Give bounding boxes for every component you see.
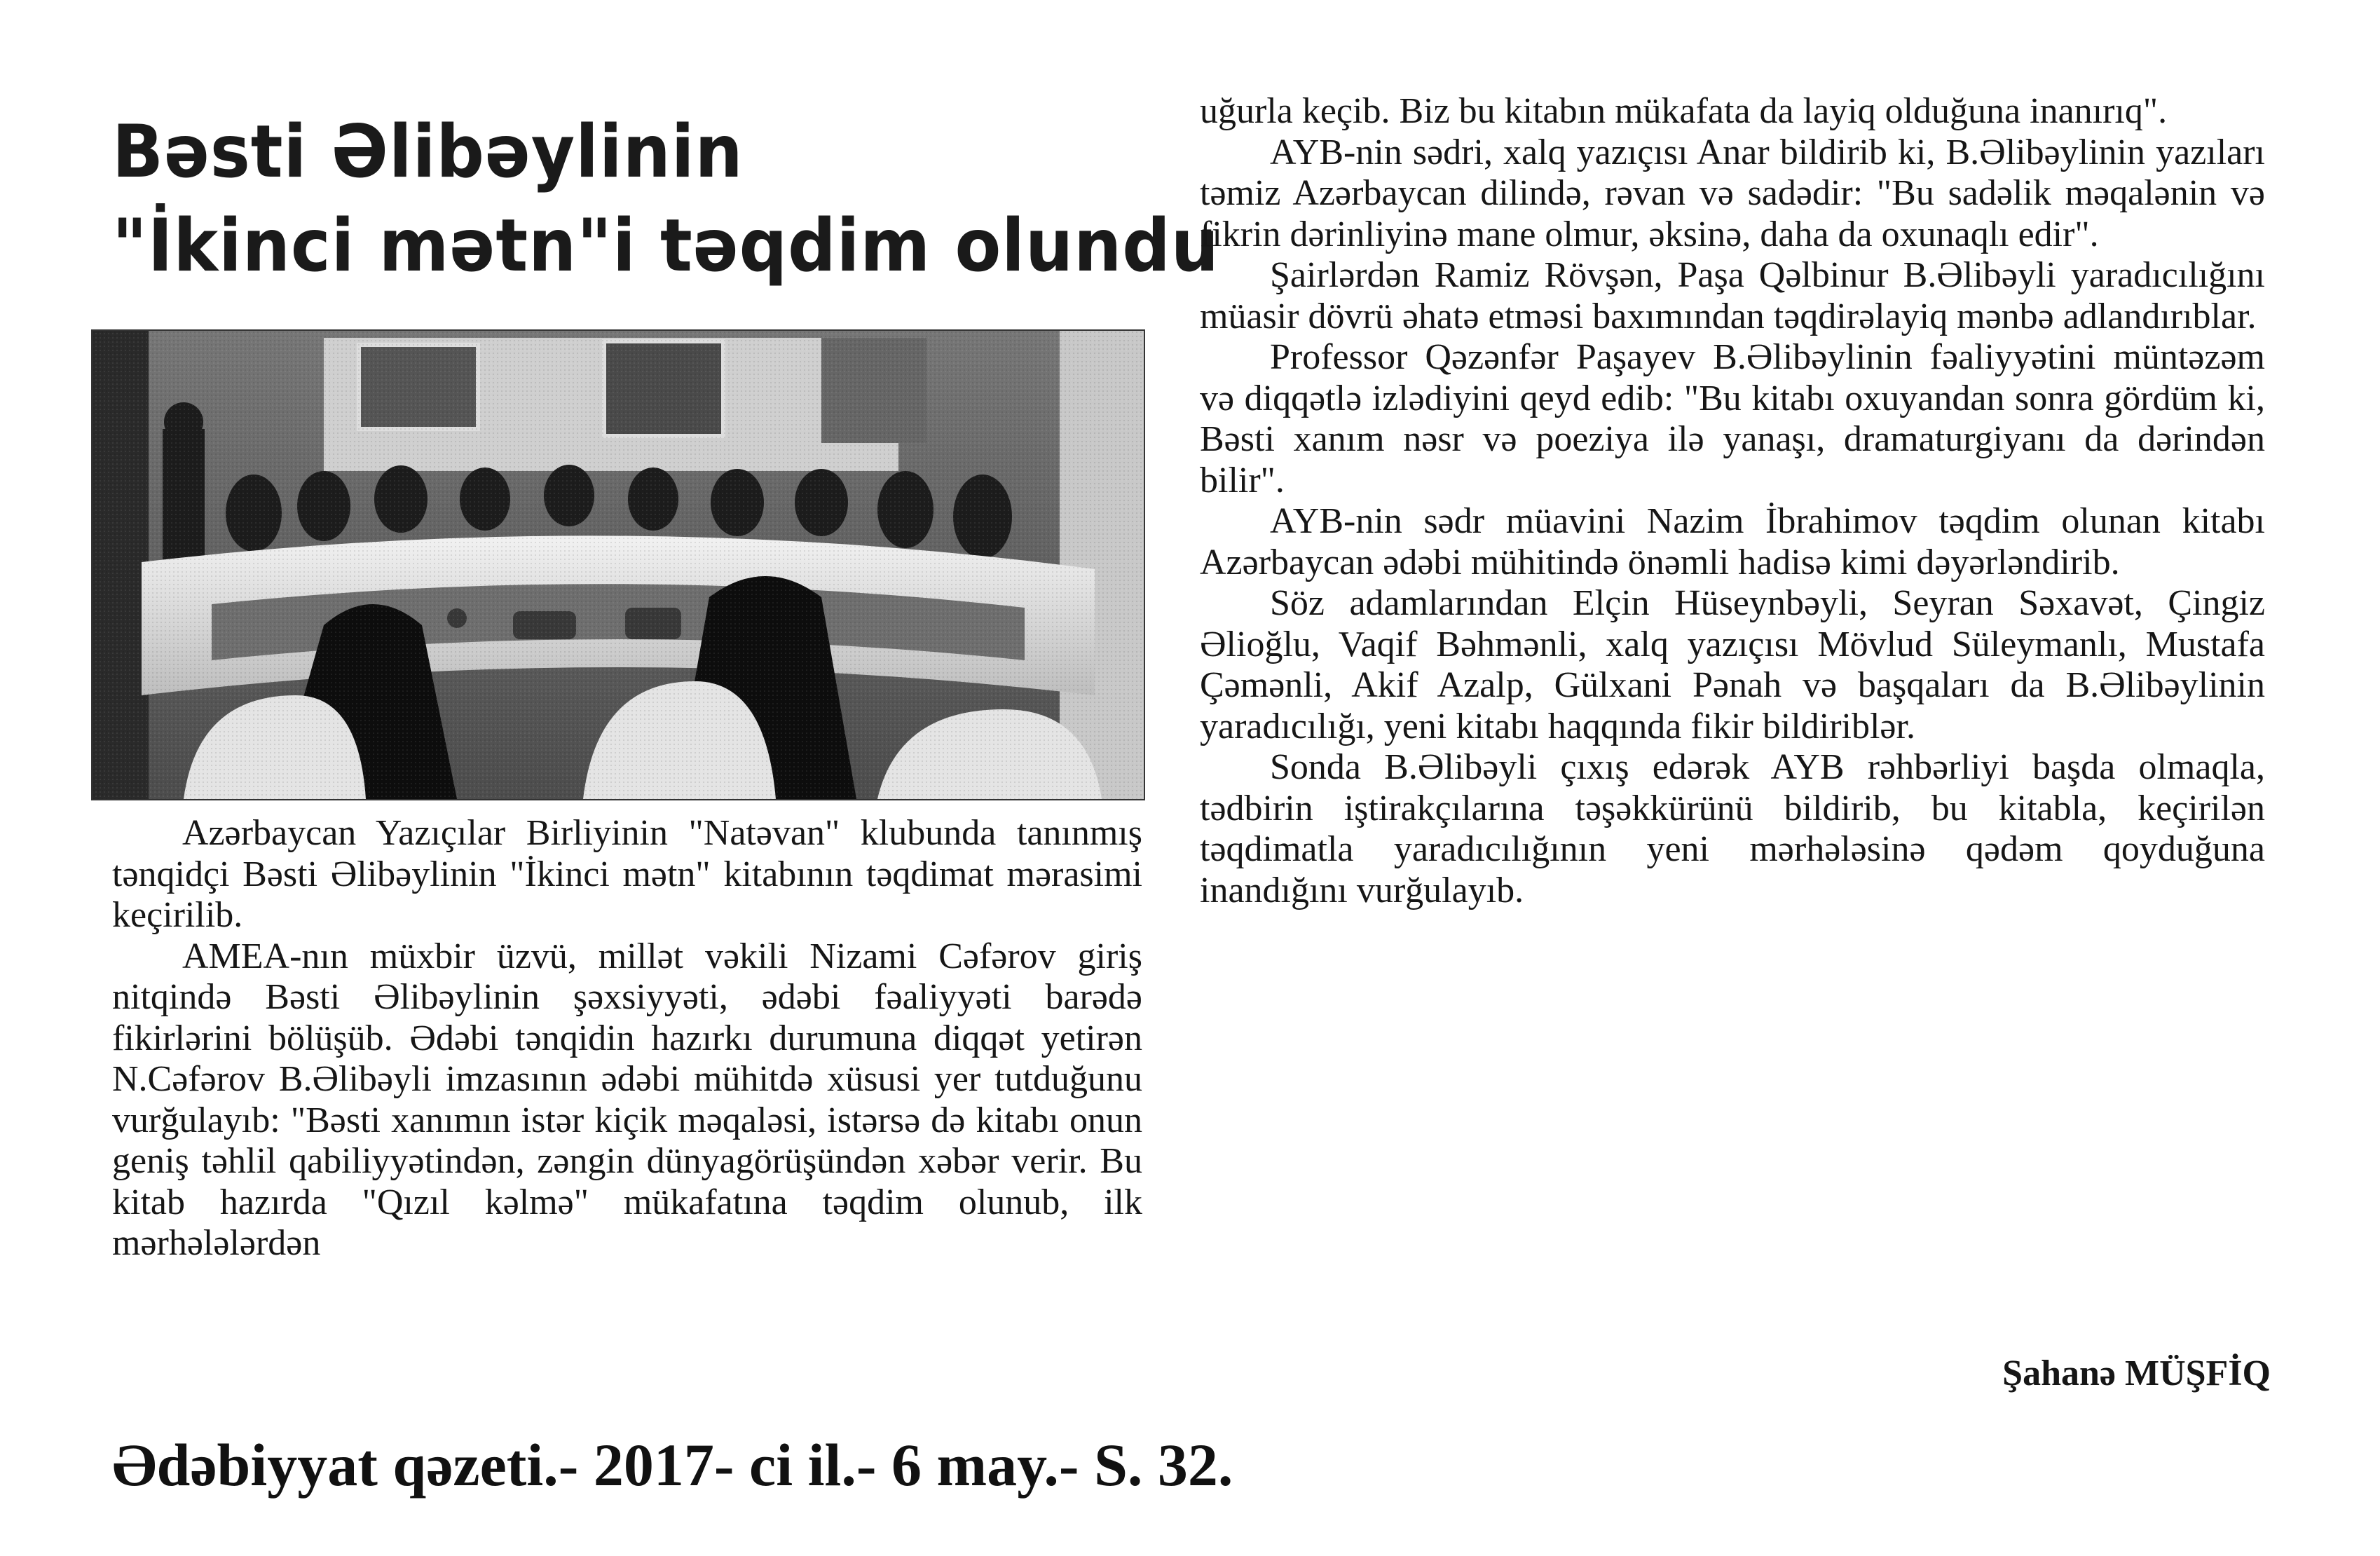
- source-citation: Ədəbiyyat qəzeti.- 2017- ci il.- 6 may.- S. 32.: [112, 1431, 1233, 1499]
- paragraph-continuation: uğurla keçib. Biz bu kitabın mükafata da layiq olduğuna inanırıq".: [1200, 91, 2168, 131]
- paragraph: AMEA-nın müxbir üzvü, millət vəkili Nizami Cəfərov giriş nitqində Bəsti Əlibəylinin şəxsiyyəti, ədəbi fəaliyyəti barədə fikirlərini bölüşüb. Ədəbi tənqidin hazırkı durumuna diqqət yetirən N.Cəfərov B.Əlibəyli imzasının ədəbi mühitdə xüsusi yer tutduğunu vurğulayıb: "Bəsti xanımın istər kiçik məqaləsi, istərsə də kitabı onun geniş təhlil qabiliyyətindən, zəngin dünyagörüşündən xəbər verir. Bu kitab hazırda "Qızıl kəlmə" mükafatına təqdim olunub, ilk mərhələlərdən: [112, 936, 1142, 1263]
- article-column-left: [112, 813, 1142, 1264]
- paragraph: Sonda B.Əlibəyli çıxış edərək AYB rəhbərliyi başda olmaqla, tədbirin iştirakçılarına təşəkkürünü bildirib, bu kitabla, keçirilən təqdimatla yaradıcılığının yeni mərhələsinə qədəm qoyduğuna inandığını vurğulayıb.: [1200, 747, 2265, 910]
- paragraph: Professor Qəzənfər Paşayev B.Əlibəylinin fəaliyyətini müntəzəm və diqqətlə izlədiyini qeyd edib: "Bu kitabı oxuyandan sonra gördüm ki, Bəsti xanım nəsr və poeziya ilə yanaşı, dramaturgiyanı da dərindən bilir".: [1200, 337, 2265, 500]
- article-column-right: [1200, 91, 2265, 911]
- headline-line-2: "İkinci mətn"i təqdim olundu: [112, 204, 1219, 288]
- paragraph: Söz adamlarından Elçin Hüseynbəyli, Seyran Səxavət, Çingiz Əlioğlu, Vaqif Bəhmənli, xalq yazıçısı Mövlud Süleymanlı, Mustafa Çəmənli, Akif Azalp, Gülxani Pənah və başqaları da B.Əlibəylinin yaradıcılığı, yeni kitabı haqqında fikir bildiriblər.: [1200, 583, 2265, 746]
- photo-illustration: [93, 331, 1144, 799]
- article-author: Şahanə MÜŞFİQ: [2002, 1353, 2271, 1393]
- paragraph: Azərbaycan Yazıçılar Birliyinin "Natəvan" klubunda tanınmış tənqidçi Bəsti Əlibəylinin "İkinci mətn" kitabının təqdimat mərasimi keçirilib.: [112, 813, 1142, 935]
- paragraph: AYB-nin sədr müavini Nazim İbrahimov təqdim olunan kitabı Azərbaycan ədəbi mühitində önəmli hadisə kimi dəyərləndirib.: [1200, 501, 2265, 582]
- event-photo: [91, 329, 1145, 800]
- article-headline: [112, 105, 1219, 293]
- headline-line-1: Bəsti Əlibəylinin: [112, 110, 744, 194]
- paragraph: AYB-nin sədri, xalq yazıçısı Anar bildirib ki, B.Əlibəylinin yazıları təmiz Azərbaycan dilində, rəvan və sadədir: "Bu sadəlik məqalənin və fikrin dərinliyinə mane olmur, əksinə, daha da oxunaqlı edir".: [1200, 132, 2265, 254]
- paragraph: Şairlərdən Ramiz Rövşən, Paşa Qəlbinur B.Əlibəyli yaradıcılığını müasir dövrü əhatə etməsi baxımından təqdirəlayiq mənbə adlandırıblar.: [1200, 255, 2265, 336]
